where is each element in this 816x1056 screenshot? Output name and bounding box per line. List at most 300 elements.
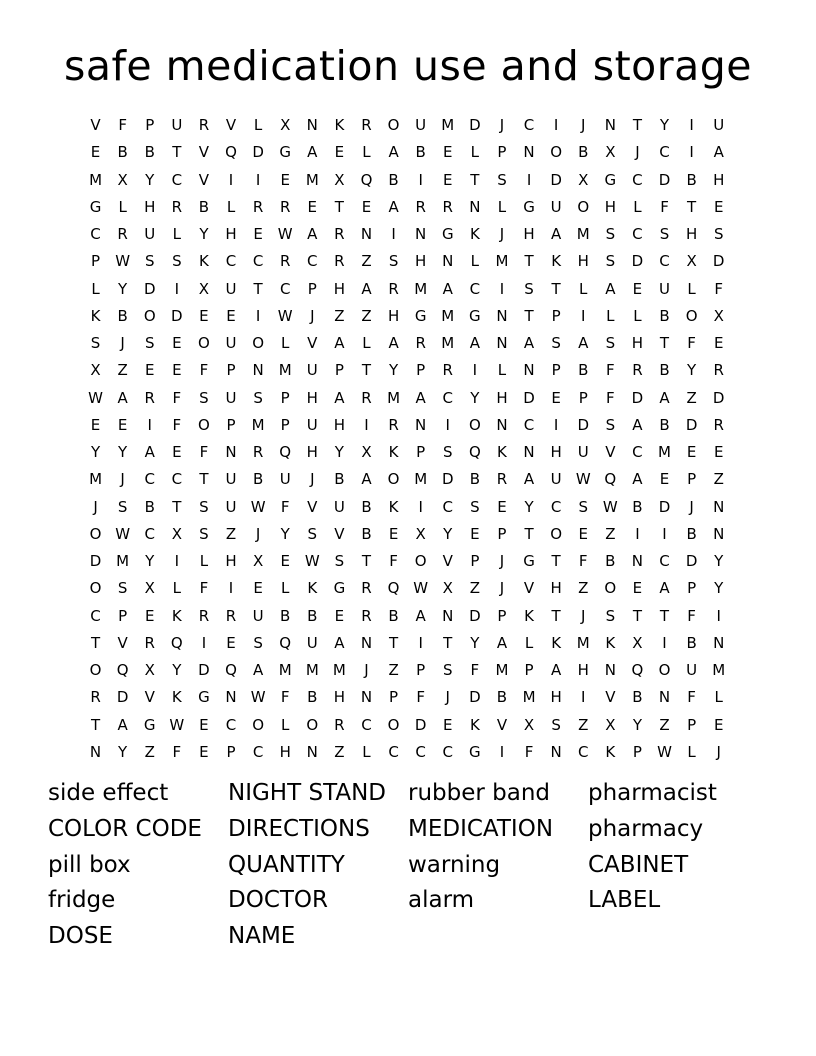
grid-letter: P <box>389 688 399 707</box>
grid-letter: Y <box>443 524 453 543</box>
grid-letter: A <box>551 661 562 679</box>
grid-letter: U <box>306 415 318 434</box>
grid-letter: O <box>387 116 400 134</box>
grid-letter: A <box>605 279 616 298</box>
grid-letter: S <box>388 252 399 271</box>
grid-letter: I <box>553 415 559 434</box>
grid-letter: A <box>388 143 399 162</box>
grid-letter: S <box>443 443 453 461</box>
grid-letter: J <box>255 524 261 543</box>
grid-letter: L <box>172 225 181 243</box>
grid-letter: N <box>469 197 481 216</box>
grid-letter: C <box>523 415 535 434</box>
grid-letter: N <box>89 742 102 761</box>
grid-letter: E <box>713 197 724 216</box>
grid-letter: S <box>605 334 616 352</box>
grid-letter: J <box>499 552 505 570</box>
grid-letter: M <box>332 661 346 679</box>
grid-letter: R <box>252 443 264 461</box>
grid-letter: R <box>198 116 210 134</box>
grid-letter: V <box>605 688 616 707</box>
grid-letter: I <box>255 170 261 189</box>
grid-letter: K <box>171 606 182 625</box>
grid-letter: U <box>333 497 345 516</box>
grid-letter: H <box>306 388 318 407</box>
grid-letter: E <box>90 415 101 434</box>
grid-letter: Y <box>118 443 128 461</box>
word-bank-item: CABINET <box>588 851 689 878</box>
grid-letter: A <box>144 443 155 461</box>
grid-letter: V <box>334 524 345 543</box>
grid-letter: M <box>116 552 130 570</box>
word-bank-item: side effect <box>48 780 169 806</box>
grid-letter: G <box>333 579 346 598</box>
grid-letter: G <box>89 197 102 216</box>
word-bank-item: DOSE <box>48 923 113 950</box>
grid-letter: O <box>604 579 617 598</box>
grid-letter: T <box>334 197 344 216</box>
grid-letter: B <box>686 633 697 652</box>
grid-letter: W <box>250 497 266 516</box>
grid-letter: V <box>496 715 508 734</box>
grid-letter: U <box>306 633 318 652</box>
grid-letter: E <box>713 715 724 734</box>
grid-letter: P <box>497 524 507 543</box>
grid-letter: L <box>281 334 290 352</box>
grid-letter: D <box>116 688 129 707</box>
grid-letter: J <box>310 470 315 489</box>
grid-letter: S <box>199 388 209 407</box>
grid-letter: E <box>686 443 697 461</box>
grid-letter: L <box>118 197 127 216</box>
grid-letter: G <box>143 715 156 734</box>
word-search-grid <box>82 112 732 766</box>
grid-letter: Q <box>170 633 183 652</box>
grid-letter: F <box>199 579 209 598</box>
grid-letter: E <box>388 524 399 543</box>
grid-letter: S <box>713 225 724 243</box>
grid-letter: I <box>418 497 423 516</box>
word-bank-item: pharmacist <box>588 780 717 806</box>
grid-letter: H <box>550 688 562 707</box>
grid-letter: G <box>523 197 535 216</box>
grid-letter: E <box>199 306 209 325</box>
grid-letter: T <box>551 606 561 625</box>
grid-letter: S <box>253 388 263 407</box>
grid-letter: Q <box>360 170 373 189</box>
grid-letter: T <box>551 279 561 298</box>
grid-letter: H <box>279 742 291 761</box>
word-bank-item: pharmacy <box>588 815 704 842</box>
grid-letter: W <box>413 579 429 598</box>
grid-letter: E <box>90 143 101 162</box>
grid-letter: A <box>117 388 128 407</box>
page-title: safe medication use and storage <box>63 42 753 90</box>
grid-letter: I <box>581 306 586 325</box>
grid-letter: D <box>631 252 644 271</box>
grid-letter: Y <box>470 388 480 407</box>
grid-letter: X <box>632 633 643 652</box>
grid-letter: P <box>551 306 561 325</box>
grid-letter: C <box>171 170 183 189</box>
grid-letter: T <box>253 279 263 298</box>
grid-letter: H <box>604 197 616 216</box>
grid-letter: Z <box>388 661 399 679</box>
grid-letter: G <box>604 170 617 189</box>
grid-letter: F <box>687 688 696 707</box>
grid-letter: Y <box>524 497 534 516</box>
grid-letter: L <box>687 742 696 761</box>
grid-letter: S <box>253 633 263 652</box>
grid-letter: N <box>360 688 373 707</box>
grid-letter: I <box>174 279 180 298</box>
grid-letter: H <box>387 306 400 325</box>
grid-letter: A <box>117 715 128 734</box>
grid-letter: E <box>253 579 263 598</box>
grid-letter: J <box>93 497 98 516</box>
grid-letter: N <box>658 688 671 707</box>
grid-letter: T <box>199 470 209 489</box>
grid-letter: T <box>524 524 534 543</box>
grid-letter: B <box>659 361 670 380</box>
grid-letter: N <box>496 415 508 434</box>
grid-letter: R <box>415 334 426 352</box>
grid-letter: D <box>89 552 102 570</box>
grid-letter: V <box>605 443 616 461</box>
grid-letter: P <box>551 361 561 380</box>
word-bank <box>48 776 768 955</box>
grid-letter: K <box>388 443 399 461</box>
grid-letter: R <box>361 388 372 407</box>
grid-letter: R <box>713 415 724 434</box>
grid-letter: D <box>469 116 481 134</box>
grid-letter: K <box>524 606 534 625</box>
grid-letter: X <box>198 279 210 298</box>
grid-letter: S <box>117 497 128 516</box>
grid-letter: X <box>713 306 724 325</box>
grid-letter: D <box>469 606 481 625</box>
grid-letter: P <box>416 361 426 380</box>
grid-letter: H <box>225 225 237 243</box>
grid-letter: E <box>280 170 290 189</box>
grid-letter: C <box>632 170 643 189</box>
grid-letter: I <box>553 116 559 134</box>
grid-letter: R <box>144 633 155 652</box>
grid-letter: D <box>658 170 671 189</box>
grid-letter: Y <box>145 552 155 570</box>
grid-letter: M <box>305 170 319 189</box>
grid-letter: A <box>442 279 453 298</box>
grid-letter: G <box>469 742 481 761</box>
grid-letter: E <box>226 633 236 652</box>
grid-letter: E <box>361 197 372 216</box>
grid-letter: Q <box>225 661 237 679</box>
grid-letter: R <box>388 415 399 434</box>
grid-letter: U <box>225 334 237 352</box>
grid-letter: E <box>144 606 155 625</box>
grid-letter: A <box>632 415 643 434</box>
grid-letter: F <box>199 361 209 380</box>
grid-letter: F <box>606 388 615 407</box>
grid-letter: R <box>117 225 128 243</box>
grid-letter: H <box>333 279 346 298</box>
grid-letter: P <box>307 279 317 298</box>
grid-letter: N <box>523 443 535 461</box>
grid-letter: S <box>334 552 345 570</box>
grid-letter: N <box>631 552 644 570</box>
word-bank-item: LABEL <box>588 887 661 914</box>
grid-letter: X <box>523 715 535 734</box>
grid-letter: Z <box>117 361 128 380</box>
grid-letter: I <box>526 170 532 189</box>
grid-letter: H <box>333 688 346 707</box>
grid-letter: C <box>388 742 399 761</box>
grid-letter: L <box>633 306 642 325</box>
grid-letter: A <box>388 334 399 352</box>
grid-letter: B <box>686 170 697 189</box>
grid-letter: S <box>144 334 155 352</box>
grid-letter: N <box>713 497 725 516</box>
grid-letter: R <box>361 606 372 625</box>
grid-letter: E <box>551 388 561 407</box>
grid-letter: Q <box>631 661 644 679</box>
grid-letter: Y <box>470 633 480 652</box>
word-bank-item: DOCTOR <box>228 887 329 914</box>
grid-letter: C <box>171 470 183 489</box>
grid-letter: D <box>550 170 562 189</box>
grid-letter: U <box>225 388 237 407</box>
grid-letter: K <box>307 579 318 598</box>
grid-letter: C <box>632 443 643 461</box>
grid-letter: Z <box>334 306 345 325</box>
grid-letter: M <box>576 633 590 652</box>
grid-letter: O <box>306 715 319 734</box>
grid-letter: M <box>441 116 455 134</box>
grid-letter: N <box>604 116 616 134</box>
grid-letter: N <box>415 415 427 434</box>
grid-letter: C <box>577 742 589 761</box>
grid-letter: I <box>662 524 667 543</box>
grid-letter: S <box>307 524 318 543</box>
grid-letter: B <box>117 143 128 162</box>
grid-letter: M <box>89 170 103 189</box>
grid-letter: P <box>226 415 236 434</box>
grid-letter: W <box>602 497 618 516</box>
grid-letter: T <box>632 606 642 625</box>
grid-letter: K <box>551 633 562 652</box>
grid-letter: R <box>632 361 643 380</box>
grid-letter: S <box>659 225 670 243</box>
grid-letter: C <box>252 252 264 271</box>
grid-letter: I <box>228 170 234 189</box>
grid-letter: E <box>199 715 209 734</box>
grid-letter: C <box>361 715 372 734</box>
grid-letter: P <box>497 143 507 162</box>
grid-letter: N <box>225 688 237 707</box>
grid-letter: L <box>524 633 534 652</box>
grid-letter: P <box>497 606 507 625</box>
word-bank-item: pill box <box>48 851 131 878</box>
grid-letter: O <box>143 306 156 325</box>
grid-letter: N <box>252 361 264 380</box>
grid-letter: A <box>334 334 345 352</box>
grid-letter: R <box>496 470 508 489</box>
grid-letter: H <box>333 415 346 434</box>
grid-letter: D <box>631 388 644 407</box>
grid-letter: N <box>604 661 616 679</box>
grid-letter: E <box>443 143 453 162</box>
grid-letter: W <box>575 470 591 489</box>
grid-letter: L <box>470 252 480 271</box>
grid-letter: A <box>361 279 372 298</box>
grid-letter: N <box>550 742 562 761</box>
grid-letter: G <box>523 552 535 570</box>
grid-letter: U <box>577 443 589 461</box>
grid-letter: F <box>280 688 290 707</box>
grid-letter: N <box>496 334 508 352</box>
grid-letter: I <box>255 306 261 325</box>
grid-letter: F <box>578 552 588 570</box>
grid-letter: Z <box>605 524 616 543</box>
grid-letter: P <box>145 116 155 134</box>
grid-letter: R <box>90 688 101 707</box>
grid-letter: F <box>470 661 480 679</box>
grid-letter: T <box>172 143 182 162</box>
grid-letter: E <box>172 361 182 380</box>
grid-letter: I <box>499 742 505 761</box>
grid-letter: M <box>278 361 292 380</box>
grid-letter: A <box>578 334 589 352</box>
grid-letter: D <box>143 279 156 298</box>
grid-letter: E <box>713 443 724 461</box>
grid-letter: O <box>387 470 400 489</box>
grid-letter: F <box>660 197 669 216</box>
grid-letter: A <box>334 633 345 652</box>
grid-letter: P <box>118 606 128 625</box>
grid-letter: O <box>198 334 210 352</box>
grid-letter: A <box>713 143 724 162</box>
grid-letter: D <box>577 415 590 434</box>
grid-letter: G <box>441 225 454 243</box>
grid-letter: A <box>496 633 508 652</box>
grid-letter: X <box>442 579 453 598</box>
grid-letter: H <box>685 225 698 243</box>
grid-letter: Z <box>659 715 670 734</box>
grid-letter: R <box>713 361 724 380</box>
grid-letter: M <box>495 661 509 679</box>
grid-letter: L <box>633 197 642 216</box>
grid-letter: I <box>174 552 180 570</box>
grid-letter: P <box>280 388 290 407</box>
grid-letter: O <box>658 661 671 679</box>
grid-letter: R <box>144 388 155 407</box>
grid-letter: X <box>578 170 589 189</box>
grid-letter: D <box>712 388 725 407</box>
grid-letter: S <box>551 334 561 352</box>
grid-letter: R <box>334 225 345 243</box>
grid-letter: B <box>307 606 318 625</box>
grid-letter: V <box>117 633 128 652</box>
grid-letter: B <box>632 497 643 516</box>
grid-letter: F <box>687 334 696 352</box>
grid-letter: P <box>687 470 697 489</box>
grid-letter: I <box>581 688 586 707</box>
grid-letter: H <box>713 170 725 189</box>
grid-letter: Y <box>118 742 128 761</box>
grid-letter: C <box>144 470 155 489</box>
grid-letter: C <box>659 252 670 271</box>
grid-letter: E <box>226 306 236 325</box>
grid-letter: M <box>441 334 455 352</box>
grid-letter: H <box>496 388 508 407</box>
grid-letter: K <box>605 633 616 652</box>
grid-letter: W <box>88 388 103 407</box>
grid-letter: Z <box>334 742 345 761</box>
grid-letter: H <box>415 252 427 271</box>
grid-letter: F <box>524 742 534 761</box>
grid-letter: Y <box>714 552 724 570</box>
grid-letter: M <box>712 661 726 679</box>
grid-letter: J <box>581 606 586 625</box>
grid-letter: K <box>199 252 209 271</box>
grid-letter: R <box>334 715 345 734</box>
grid-letter: G <box>279 143 292 162</box>
grid-letter: B <box>307 688 318 707</box>
grid-letter: I <box>689 116 694 134</box>
grid-letter: N <box>496 306 508 325</box>
grid-letter: L <box>606 306 615 325</box>
grid-letter: S <box>172 252 182 271</box>
grid-letter: X <box>144 661 155 679</box>
grid-letter: Z <box>361 252 372 271</box>
grid-letter: M <box>414 279 428 298</box>
grid-letter: T <box>470 170 480 189</box>
grid-letter: T <box>443 633 453 652</box>
grid-letter: R <box>442 197 453 216</box>
grid-letter: R <box>361 579 372 598</box>
grid-letter: D <box>252 143 264 162</box>
grid-letter: W <box>115 524 131 543</box>
grid-letter: I <box>716 606 721 625</box>
grid-letter: J <box>635 143 640 162</box>
grid-letter: F <box>687 606 696 625</box>
grid-letter: B <box>469 470 480 489</box>
grid-letter: V <box>198 170 210 189</box>
grid-letter: J <box>364 661 369 679</box>
grid-letter: L <box>687 279 696 298</box>
grid-letter: T <box>90 715 101 734</box>
grid-letter: N <box>225 443 237 461</box>
grid-letter: P <box>524 661 534 679</box>
grid-letter: E <box>199 742 209 761</box>
grid-letter: H <box>225 552 237 570</box>
grid-letter: T <box>687 197 697 216</box>
grid-letter: D <box>685 415 698 434</box>
grid-letter: A <box>415 388 426 407</box>
grid-letter: E <box>578 524 588 543</box>
grid-letter: R <box>361 116 372 134</box>
word-bank-item: warning <box>408 851 501 878</box>
grid-letter: H <box>550 443 562 461</box>
grid-letter: L <box>172 579 181 598</box>
grid-letter: O <box>89 579 102 598</box>
grid-letter: B <box>578 143 589 162</box>
grid-letter: T <box>524 306 534 325</box>
grid-letter: A <box>307 225 318 243</box>
grid-letter: B <box>659 306 670 325</box>
grid-letter: F <box>714 279 724 298</box>
grid-letter: G <box>469 306 481 325</box>
